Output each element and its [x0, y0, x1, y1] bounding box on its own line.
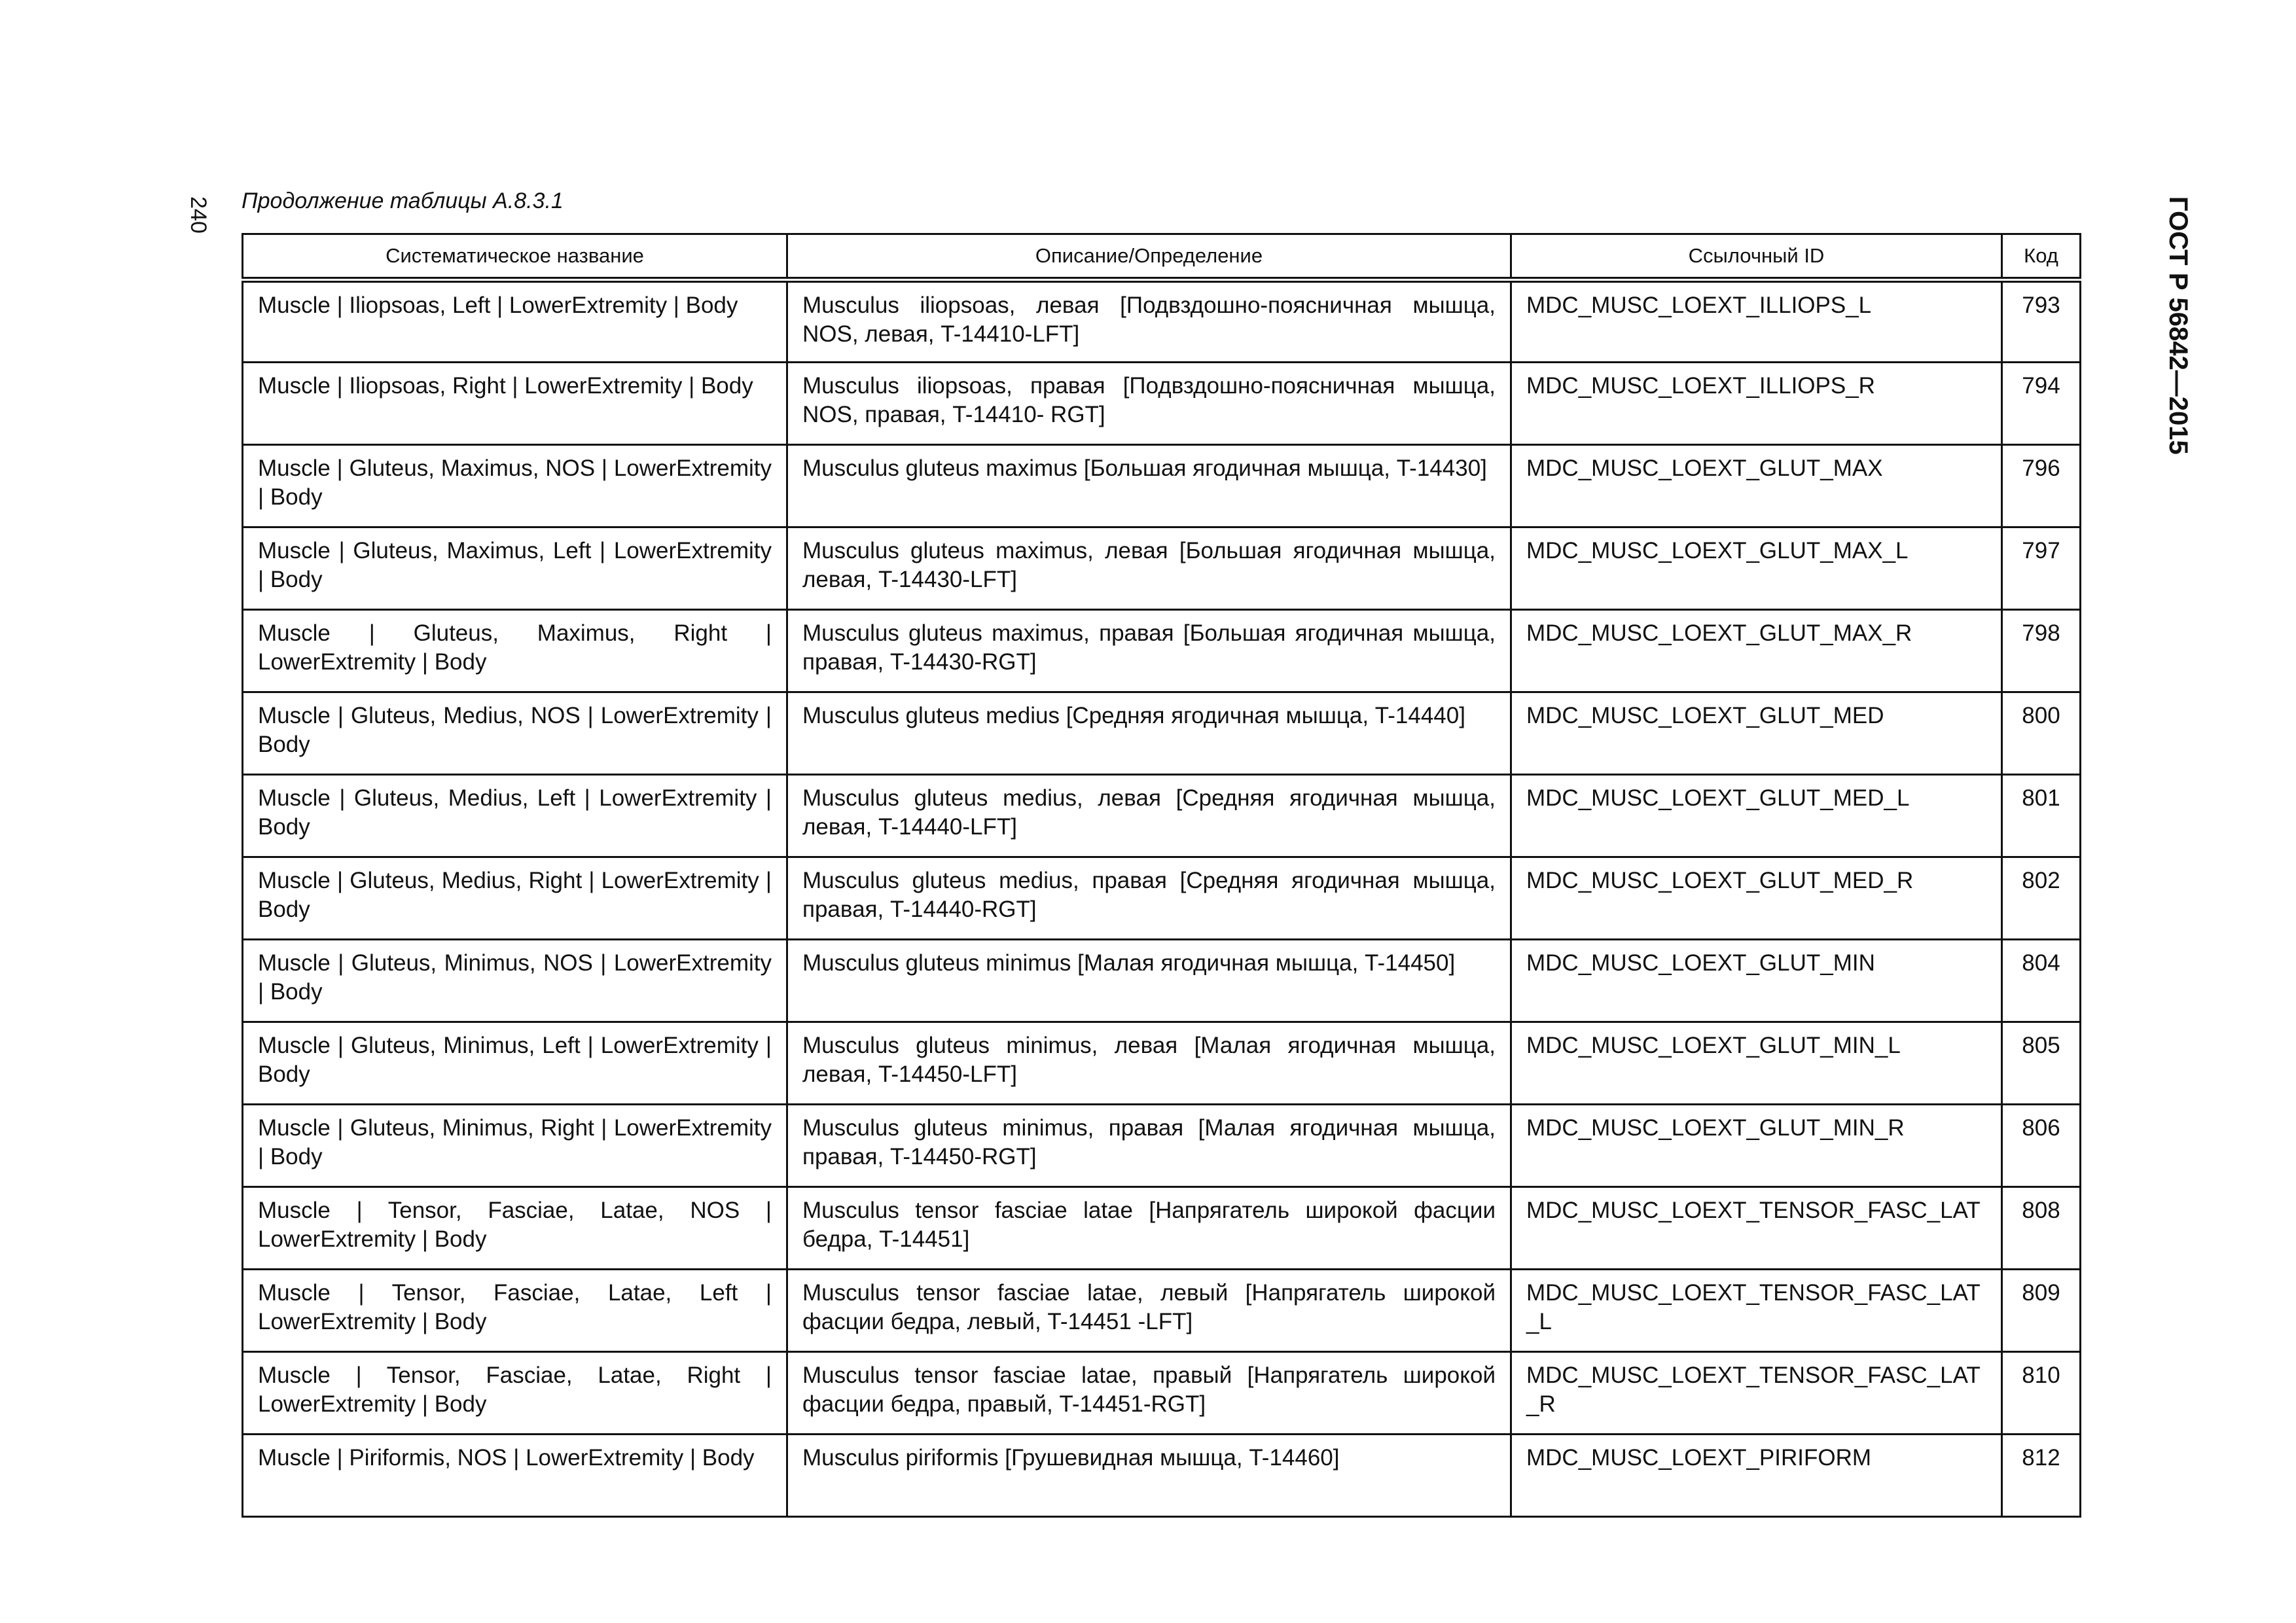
cell-systematic-name: Muscle | Gluteus, Medius, Right | LowerExtremity | Body	[243, 857, 787, 940]
cell-systematic-name: Muscle | Gluteus, Minimus, Left | LowerExtremity | Body	[243, 1022, 787, 1105]
terms-table	[242, 233, 2081, 1518]
cell-code: 805	[2002, 1022, 2081, 1105]
cell-systematic-name: Muscle | Piriformis, NOS | LowerExtremity | Body	[243, 1435, 787, 1517]
cell-description: Musculus gluteus medius, левая [Средняя ягодичная мышца, левая, T-14440-LFT]	[787, 775, 1511, 857]
table-row	[243, 1352, 2081, 1435]
cell-reference-id: MDC_MUSC_LOEXT_GLUT_MED	[1511, 692, 2002, 775]
cell-code: 804	[2002, 940, 2081, 1022]
cell-code: 806	[2002, 1105, 2081, 1187]
table-row	[243, 280, 2081, 363]
cell-reference-id: MDC_MUSC_LOEXT_GLUT_MIN_L	[1511, 1022, 2002, 1105]
cell-description: Musculus iliopsoas, правая [Подвздошно-поясничная мышца, NOS, правая, T-14410- RGT]	[787, 363, 1511, 445]
cell-description: Musculus gluteus maximus, правая [Большая ягодичная мышца, правая, T-14430-RGT]	[787, 610, 1511, 692]
cell-code: 794	[2002, 363, 2081, 445]
cell-code: 796	[2002, 445, 2081, 527]
table-row	[243, 692, 2081, 775]
cell-code: 810	[2002, 1352, 2081, 1435]
cell-description: Musculus piriformis [Грушевидная мышца, T-14460]	[787, 1435, 1511, 1517]
cell-description: Musculus gluteus medius [Средняя ягодичная мышца, T-14440]	[787, 692, 1511, 775]
cell-systematic-name: Muscle | Tensor, Fasciae, Latae, Left | LowerExtremity | Body	[243, 1270, 787, 1352]
table-row	[243, 1435, 2081, 1517]
cell-description: Musculus gluteus minimus, левая [Малая ягодичная мышца, левая, T-14450-LFT]	[787, 1022, 1511, 1105]
table-row	[243, 1022, 2081, 1105]
cell-code: 812	[2002, 1435, 2081, 1517]
cell-description: Musculus tensor fasciae latae, правый [Напрягатель широкой фасции бедра, правый, T-14451-RGT]	[787, 1352, 1511, 1435]
cell-systematic-name: Muscle | Iliopsoas, Right | LowerExtremity | Body	[243, 363, 787, 445]
table-continuation-title: Продолжение таблицы А.8.3.1	[242, 188, 564, 213]
table-row	[243, 445, 2081, 527]
cell-reference-id: MDC_MUSC_LOEXT_TENSOR_FASC_LAT_R	[1511, 1352, 2002, 1435]
table-row	[243, 1187, 2081, 1270]
cell-systematic-name: Muscle | Gluteus, Medius, Left | LowerExtremity | Body	[243, 775, 787, 857]
cell-description: Musculus iliopsoas, левая [Подвздошно-поясничная мышца, NOS, левая, T-14410-LFT]	[787, 280, 1511, 363]
cell-reference-id: MDC_MUSC_LOEXT_TENSOR_FASC_LAT_L	[1511, 1270, 2002, 1352]
table-row	[243, 940, 2081, 1022]
document-code: ГОСТ Р 56842—2015	[2164, 196, 2193, 455]
cell-reference-id: MDC_MUSC_LOEXT_GLUT_MED_R	[1511, 857, 2002, 940]
table-row	[243, 363, 2081, 445]
cell-reference-id: MDC_MUSC_LOEXT_PIRIFORM	[1511, 1435, 2002, 1517]
cell-systematic-name: Muscle | Tensor, Fasciae, Latae, Right | LowerExtremity | Body	[243, 1352, 787, 1435]
header-code: Код	[2002, 234, 2081, 280]
cell-reference-id: MDC_MUSC_LOEXT_ILLIOPS_L	[1511, 280, 2002, 363]
table-row	[243, 857, 2081, 940]
cell-description: Musculus gluteus maximus, левая [Большая ягодичная мышца, левая, T-14430-LFT]	[787, 527, 1511, 610]
cell-description: Musculus gluteus maximus [Большая ягодичная мышца, T-14430]	[787, 445, 1511, 527]
cell-systematic-name: Muscle | Gluteus, Maximus, Left | LowerExtremity | Body	[243, 527, 787, 610]
cell-code: 808	[2002, 1187, 2081, 1270]
cell-reference-id: MDC_MUSC_LOEXT_GLUT_MAX_L	[1511, 527, 2002, 610]
cell-systematic-name: Muscle | Gluteus, Maximus, Right | LowerExtremity | Body	[243, 610, 787, 692]
cell-description: Musculus gluteus medius, правая [Средняя ягодичная мышца, правая, T-14440-RGT]	[787, 857, 1511, 940]
table-row	[243, 1270, 2081, 1352]
cell-description: Musculus tensor fasciae latae [Напрягатель широкой фасции бедра, T-14451]	[787, 1187, 1511, 1270]
cell-code: 797	[2002, 527, 2081, 610]
cell-code: 802	[2002, 857, 2081, 940]
cell-systematic-name: Muscle | Iliopsoas, Left | LowerExtremity | Body	[243, 280, 787, 363]
page-number: 240	[186, 196, 211, 234]
cell-code: 800	[2002, 692, 2081, 775]
cell-reference-id: MDC_MUSC_LOEXT_GLUT_MIN	[1511, 940, 2002, 1022]
header-description: Описание/Определение	[787, 234, 1511, 280]
cell-reference-id: MDC_MUSC_LOEXT_GLUT_MIN_R	[1511, 1105, 2002, 1187]
table-row	[243, 1105, 2081, 1187]
table-row	[243, 775, 2081, 857]
cell-code: 809	[2002, 1270, 2081, 1352]
header-reference-id: Ссылочный ID	[1511, 234, 2002, 280]
cell-systematic-name: Muscle | Gluteus, Medius, NOS | LowerExtremity | Body	[243, 692, 787, 775]
cell-systematic-name: Muscle | Gluteus, Minimus, NOS | LowerExtremity | Body	[243, 940, 787, 1022]
cell-code: 798	[2002, 610, 2081, 692]
cell-reference-id: MDC_MUSC_LOEXT_GLUT_MED_L	[1511, 775, 2002, 857]
cell-description: Musculus tensor fasciae latae, левый [Напрягатель широкой фасции бедра, левый, T-14451 -LFT]	[787, 1270, 1511, 1352]
cell-code: 793	[2002, 280, 2081, 363]
table-row	[243, 527, 2081, 610]
cell-reference-id: MDC_MUSC_LOEXT_TENSOR_FASC_LAT	[1511, 1187, 2002, 1270]
cell-description: Musculus gluteus minimus [Малая ягодичная мышца, T-14450]	[787, 940, 1511, 1022]
header-systematic-name: Систематическое название	[243, 234, 787, 280]
table-header-row	[243, 234, 2081, 280]
cell-description: Musculus gluteus minimus, правая [Малая ягодичная мышца, правая, T-14450-RGT]	[787, 1105, 1511, 1187]
cell-reference-id: MDC_MUSC_LOEXT_ILLIOPS_R	[1511, 363, 2002, 445]
cell-systematic-name: Muscle | Tensor, Fasciae, Latae, NOS | LowerExtremity | Body	[243, 1187, 787, 1270]
table-row	[243, 610, 2081, 692]
cell-reference-id: MDC_MUSC_LOEXT_GLUT_MAX_R	[1511, 610, 2002, 692]
cell-systematic-name: Muscle | Gluteus, Maximus, NOS | LowerExtremity | Body	[243, 445, 787, 527]
cell-systematic-name: Muscle | Gluteus, Minimus, Right | LowerExtremity | Body	[243, 1105, 787, 1187]
cell-reference-id: MDC_MUSC_LOEXT_GLUT_MAX	[1511, 445, 2002, 527]
cell-code: 801	[2002, 775, 2081, 857]
